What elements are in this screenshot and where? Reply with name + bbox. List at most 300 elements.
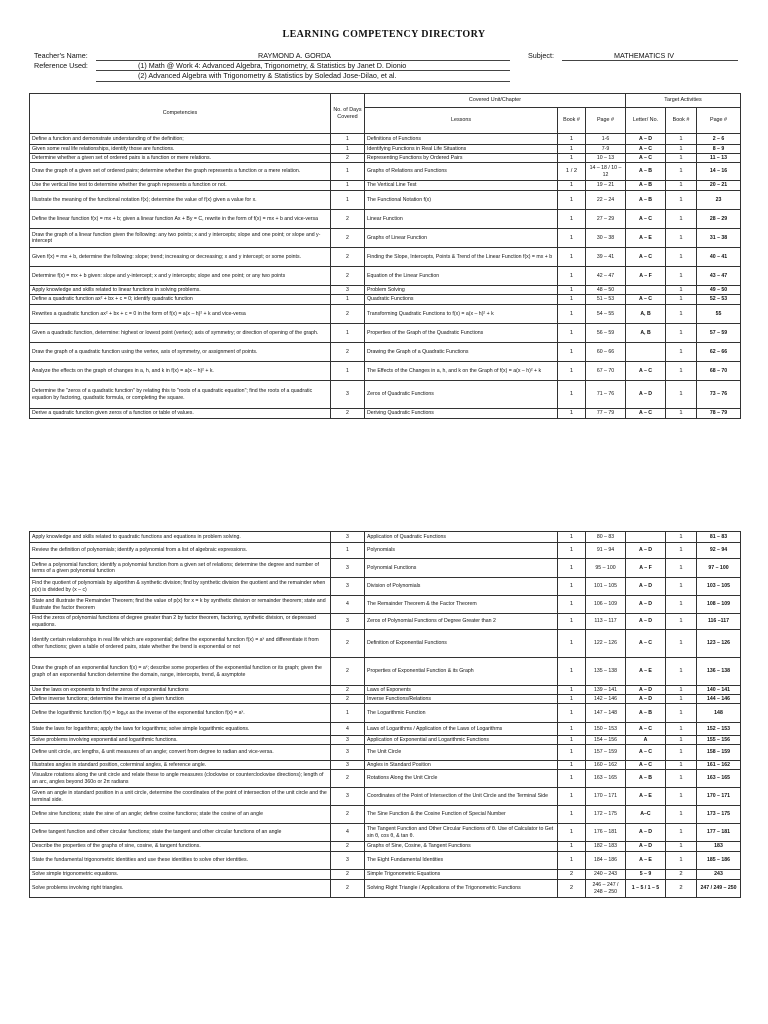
book-cell: 1 [558, 248, 586, 267]
lesson-cell: Finding the Slope, Intercepts, Points & Trend of the Linear Function f(x) = mx + b [365, 248, 558, 267]
competency-cell: Find the zeros of polynomial functions of degree greater than 2 by factor theorem, factoring, synthetic division, or depressed equations. [30, 614, 331, 630]
page-cell: 142 – 146 [586, 695, 626, 704]
letter-cell: A – B [626, 163, 666, 181]
lesson-cell: Representing Functions by Ordered Pairs [365, 154, 558, 163]
book-cell: 1 [558, 154, 586, 163]
target-book-cell: 1 [666, 324, 697, 343]
page-cell: 147 – 148 [586, 704, 626, 723]
page-cell: 182 – 183 [586, 842, 626, 852]
book-cell: 1 [558, 736, 586, 745]
lesson-cell: Zeros of Quadratic Functions [365, 381, 558, 409]
book-cell: 1 [558, 543, 586, 559]
competency-cell: Derive a quadratic function given zeros of a function or table of values. [30, 409, 331, 419]
book-cell: 1 [558, 695, 586, 704]
letter-cell: A – C [626, 248, 666, 267]
competency-cell: Define tangent function and other circular functions; state the tangent and other circular functions of an angle [30, 824, 331, 842]
target-page-cell: 116 –117 [697, 614, 741, 630]
page-cell: 157 – 159 [586, 745, 626, 761]
table-row [30, 134, 741, 145]
page-cell: 106 – 109 [586, 596, 626, 614]
days-cell: 1 [331, 324, 365, 343]
target-page-cell: 73 – 76 [697, 381, 741, 409]
competency-cell: Visualize rotations along the unit circle and relate these to angle measures (clockwise or counterclockwise directions); length of an arc, angles beyond 360o or 2π radians [30, 770, 331, 788]
competency-cell: Review the definition of polynomials; identify a polynomial from a list of algebraic expressions. [30, 543, 331, 559]
book-cell: 1 [558, 286, 586, 295]
page-cell: 77 – 79 [586, 409, 626, 419]
days-cell: 3 [331, 614, 365, 630]
lesson-cell: The Effects of the Changes in a, h, and k on the Graph of f(x) = a(x – h)² + k [365, 362, 558, 381]
page-cell: 48 – 50 [586, 286, 626, 295]
page-cell: 7-9 [586, 145, 626, 154]
book-cell: 1 [558, 704, 586, 723]
table-row [30, 723, 741, 736]
days-cell: 2 [331, 870, 365, 880]
page-cell: 14 – 18 / 10 – 12 [586, 163, 626, 181]
days-cell: 2 [331, 806, 365, 824]
table-row [30, 248, 741, 267]
header-book-2: Book # [666, 108, 697, 134]
target-page-cell: 140 – 141 [697, 686, 741, 695]
target-book-cell: 1 [666, 686, 697, 695]
table-row [30, 824, 741, 842]
book-cell: 1 [558, 852, 586, 870]
target-book-cell: 1 [666, 163, 697, 181]
table-row [30, 745, 741, 761]
target-book-cell: 1 [666, 630, 697, 658]
page-cell: 170 – 171 [586, 788, 626, 806]
table-row [30, 229, 741, 248]
days-cell: 1 [331, 362, 365, 381]
days-cell: 3 [331, 381, 365, 409]
days-cell: 3 [331, 532, 365, 543]
page-cell: 163 – 165 [586, 770, 626, 788]
table-row [30, 761, 741, 770]
competency-cell: Given some real life relationships, identify those are functions. [30, 145, 331, 154]
letter-cell: A – D [626, 614, 666, 630]
target-page-cell: 28 – 29 [697, 210, 741, 229]
target-book-cell: 1 [666, 248, 697, 267]
page-cell: 184 – 186 [586, 852, 626, 870]
competency-cell: Find the quotient of polynomials by algorithm & synthetic division; find by synthetic division the quotient and the remainder when p(x) is divided by (x – c) [30, 578, 331, 596]
letter-cell: A – D [626, 686, 666, 695]
book-cell: 1 [558, 761, 586, 770]
page-cell: 56 – 59 [586, 324, 626, 343]
table-row [30, 704, 741, 723]
lesson-cell: Solving Right Triangle / Applications of the Trigonometric Functions [365, 880, 558, 898]
competency-cell: Draw the graph of a given set of ordered pairs; determine whether the graph represents a function or a mere relation. [30, 163, 331, 181]
days-cell: 2 [331, 880, 365, 898]
letter-cell: A – D [626, 596, 666, 614]
target-page-cell: 97 – 100 [697, 559, 741, 578]
letter-cell: A – B [626, 704, 666, 723]
competency-cell: Use the vertical line test to determine whether the graph represents a function or not. [30, 181, 331, 191]
page-cell: 80 – 83 [586, 532, 626, 543]
page-cell: 150 – 153 [586, 723, 626, 736]
lesson-cell: Identifying Functions in Real Life Situations [365, 145, 558, 154]
competency-cell: Given f(x) = mx + b, determine the following: slope; trend; increasing or decreasing; x and y intercept; or some points. [30, 248, 331, 267]
book-cell: 1 [558, 134, 586, 145]
lesson-cell: Properties of Exponential Function & its Graph [365, 658, 558, 686]
table-row [30, 880, 741, 898]
target-book-cell: 1 [666, 286, 697, 295]
book-cell: 1 [558, 324, 586, 343]
lesson-cell: Quadratic Functions [365, 295, 558, 305]
competency-cell: Define a polynomial function; identify a polynomial function from a given set of relations; determine the degree and number of terms of a given polynomial function [30, 559, 331, 578]
book-cell: 2 [558, 880, 586, 898]
table-row [30, 191, 741, 210]
days-cell: 2 [331, 343, 365, 362]
letter-cell: A – C [626, 210, 666, 229]
days-cell: 2 [331, 154, 365, 163]
letter-cell: A [626, 736, 666, 745]
table-row [30, 770, 741, 788]
table-row [30, 267, 741, 286]
lesson-cell: Polynomials [365, 543, 558, 559]
letter-cell: A – F [626, 267, 666, 286]
target-book-cell: 1 [666, 559, 697, 578]
page-cell: 176 – 181 [586, 824, 626, 842]
page-cell: 160 – 162 [586, 761, 626, 770]
target-page-cell: 247 / 249 – 250 [697, 880, 741, 898]
letter-cell: A – C [626, 154, 666, 163]
lesson-cell: Definitions of Functions [365, 134, 558, 145]
reference-label: Reference Used: [34, 61, 88, 70]
lesson-cell: Angles in Standard Position [365, 761, 558, 770]
lesson-cell: Coordinates of the Point of Intersection of the Unit Circle and the Terminal Side [365, 788, 558, 806]
letter-cell: A, B [626, 305, 666, 324]
table-row [30, 870, 741, 880]
target-book-cell: 1 [666, 842, 697, 852]
page-cell: 240 – 243 [586, 870, 626, 880]
target-book-cell: 1 [666, 723, 697, 736]
book-cell: 1 [558, 191, 586, 210]
target-book-cell: 1 [666, 181, 697, 191]
target-page-cell: 161 – 162 [697, 761, 741, 770]
lesson-cell: Graphs of Sine, Cosine, & Tangent Functions [365, 842, 558, 852]
table-row [30, 181, 741, 191]
lesson-cell: Equation of the Linear Function [365, 267, 558, 286]
lesson-cell: Division of Polynomials [365, 578, 558, 596]
table-row [30, 324, 741, 343]
table-row [30, 343, 741, 362]
lesson-cell: The Tangent Function and Other Circular Functions of θ. Use of Calculator to Get sin θ, cos θ, & tan θ. [365, 824, 558, 842]
lesson-cell: Zeros of Polynomial Functions of Degree Greater than 2 [365, 614, 558, 630]
competency-cell: Define inverse functions; determine the inverse of a given function [30, 695, 331, 704]
letter-cell: A – D [626, 134, 666, 145]
letter-cell: A, B [626, 324, 666, 343]
letter-cell: A – D [626, 578, 666, 596]
lesson-cell: Inverse Functions/Relations [365, 695, 558, 704]
target-page-cell: 163 – 165 [697, 770, 741, 788]
lesson-cell: Graphs of Relations and Functions [365, 163, 558, 181]
target-page-cell: 23 [697, 191, 741, 210]
competency-cell: Define unit circle, arc lengths, & unit measures of an angle; convert from degree to radian and vice-versa. [30, 745, 331, 761]
book-cell: 1 [558, 578, 586, 596]
page-cell: 172 – 175 [586, 806, 626, 824]
target-page-cell: 11 – 13 [697, 154, 741, 163]
target-book-cell: 1 [666, 295, 697, 305]
competency-cell: Define the linear function f(x) = mx + b; given a linear function Ax + By = C, rewrite in the form of f(x) = mx + b and vice-versa [30, 210, 331, 229]
days-cell: 1 [331, 134, 365, 145]
lesson-cell: Application of Quadratic Functions [365, 532, 558, 543]
header-target: Target Activities [626, 94, 741, 108]
lesson-cell: Laws of Exponents [365, 686, 558, 695]
days-cell: 1 [331, 295, 365, 305]
letter-cell: A – C [626, 761, 666, 770]
header-lessons: Lessons [365, 108, 558, 134]
page-cell: 42 – 47 [586, 267, 626, 286]
lesson-cell: Simple Trigonometric Equations [365, 870, 558, 880]
target-page-cell: 148 [697, 704, 741, 723]
book-cell: 1 [558, 824, 586, 842]
target-page-cell: 108 – 109 [697, 596, 741, 614]
days-cell: 1 [331, 145, 365, 154]
book-cell: 1 [558, 145, 586, 154]
page-cell: 19 – 21 [586, 181, 626, 191]
days-cell: 4 [331, 824, 365, 842]
letter-cell: A – D [626, 695, 666, 704]
table-row [30, 295, 741, 305]
target-page-cell: 81 – 83 [697, 532, 741, 543]
lesson-cell: Laws of Logarithms / Application of the Laws of Logarithms [365, 723, 558, 736]
letter-cell: A – E [626, 229, 666, 248]
table-row [30, 658, 741, 686]
book-cell: 1 [558, 806, 586, 824]
book-cell: 2 [558, 870, 586, 880]
target-page-cell: 78 – 79 [697, 409, 741, 419]
competency-table-1 [29, 93, 741, 419]
header-letter: Letter/ No. [626, 108, 666, 134]
days-cell: 2 [331, 842, 365, 852]
book-cell: 1 [558, 381, 586, 409]
header-book: Book # [558, 108, 586, 134]
days-cell: 3 [331, 559, 365, 578]
page-cell: 51 – 53 [586, 295, 626, 305]
table-row [30, 788, 741, 806]
competency-cell: Draw the graph of a linear function given the following: any two points; x and y intercepts; slope and one point; or slope and y-intercept [30, 229, 331, 248]
days-cell: 2 [331, 770, 365, 788]
target-book-cell: 1 [666, 343, 697, 362]
days-cell: 1 [331, 181, 365, 191]
lesson-cell: Properties of the Graph of the Quadratic Functions [365, 324, 558, 343]
competency-cell: Illustrate the meaning of the functional notation f(x); determine the value of f(x) given a value for x. [30, 191, 331, 210]
target-book-cell: 1 [666, 305, 697, 324]
book-cell: 1 [558, 343, 586, 362]
target-page-cell: 52 – 53 [697, 295, 741, 305]
lesson-cell: The Sine Function & the Cosine Function of Special Number [365, 806, 558, 824]
reference-2-underline [96, 81, 510, 82]
target-page-cell: 43 – 47 [697, 267, 741, 286]
days-cell: 2 [331, 658, 365, 686]
lesson-cell: The Remainder Theorem & the Factor Theorem [365, 596, 558, 614]
book-cell: 1 [558, 630, 586, 658]
target-page-cell: 14 – 16 [697, 163, 741, 181]
target-book-cell: 1 [666, 532, 697, 543]
table-row [30, 532, 741, 543]
competency-cell: Rewrites a quadratic function ax² + bx + c = 0 in the form of f(x) = a(x – h)² + k and vice-versa [30, 305, 331, 324]
target-page-cell: 177 – 181 [697, 824, 741, 842]
table-row [30, 806, 741, 824]
letter-cell: A – C [626, 723, 666, 736]
competency-cell: State the fundamental trigonometric identities and use these identities to solve other identities. [30, 852, 331, 870]
target-page-cell: 68 – 70 [697, 362, 741, 381]
book-cell: 1 [558, 723, 586, 736]
book-cell: 1 [558, 842, 586, 852]
days-cell: 3 [331, 286, 365, 295]
letter-cell: 1 – 5 / 1 – 5 [626, 880, 666, 898]
book-cell: 1 [558, 686, 586, 695]
days-cell: 3 [331, 578, 365, 596]
target-page-cell: 57 – 59 [697, 324, 741, 343]
target-book-cell: 1 [666, 745, 697, 761]
table-row [30, 630, 741, 658]
header-days: No. of Days Covered [331, 94, 365, 134]
letter-cell: A – D [626, 824, 666, 842]
target-book-cell: 1 [666, 806, 697, 824]
target-book-cell: 1 [666, 761, 697, 770]
letter-cell: A – D [626, 543, 666, 559]
target-book-cell: 1 [666, 191, 697, 210]
letter-cell: A – C [626, 145, 666, 154]
competency-cell: Define a quadratic function ax² + bx + c = 0; identify quadratic function [30, 295, 331, 305]
page-cell: 122 – 126 [586, 630, 626, 658]
competency-table-2 [29, 531, 741, 898]
table-row [30, 381, 741, 409]
lesson-cell: The Vertical Line Test [365, 181, 558, 191]
book-cell: 1 [558, 409, 586, 419]
subject-value: MATHEMATICS IV [614, 51, 675, 60]
target-book-cell: 1 [666, 852, 697, 870]
lesson-cell: Graphs of Linear Function [365, 229, 558, 248]
letter-cell: A – D [626, 842, 666, 852]
target-book-cell: 1 [666, 614, 697, 630]
book-cell: 1 [558, 181, 586, 191]
page-cell: 246 – 247 / 248 – 250 [586, 880, 626, 898]
target-book-cell: 1 [666, 736, 697, 745]
lesson-cell: Drawing the Graph of a Quadratic Functions [365, 343, 558, 362]
lesson-cell: Problem Solving [365, 286, 558, 295]
table-row [30, 362, 741, 381]
letter-cell: A – E [626, 788, 666, 806]
competency-cell: Define sine functions; state the sine of an angle; define cosine functions; state the cosine of an angle [30, 806, 331, 824]
book-cell: 1 [558, 305, 586, 324]
days-cell: 3 [331, 745, 365, 761]
letter-cell: A – C [626, 362, 666, 381]
target-page-cell: 173 – 175 [697, 806, 741, 824]
target-page-cell: 123 – 126 [697, 630, 741, 658]
competency-cell: Given a quadratic function, determine: highest or lowest point (vertex); axis of symmetry; or direction of opening of the graph. [30, 324, 331, 343]
book-cell: 1 [558, 295, 586, 305]
book-cell: 1 [558, 745, 586, 761]
target-page-cell: 152 – 153 [697, 723, 741, 736]
competency-cell: Draw the graph of a quadratic function using the vertex, axis of symmetry, or assignment of points. [30, 343, 331, 362]
book-cell: 1 [558, 362, 586, 381]
target-page-cell: 136 – 138 [697, 658, 741, 686]
target-book-cell: 2 [666, 870, 697, 880]
competency-cell: Apply knowledge and skills related to linear functions in solving problems. [30, 286, 331, 295]
competency-cell: Given an angle in standard position in a unit circle, determine the coordinates of the point of intersection of the unit circle and the terminal side. [30, 788, 331, 806]
lesson-cell: Definition of Exponential Functions [365, 630, 558, 658]
target-book-cell: 2 [666, 880, 697, 898]
target-page-cell: 103 – 105 [697, 578, 741, 596]
days-cell: 1 [331, 191, 365, 210]
days-cell: 2 [331, 305, 365, 324]
target-book-cell: 1 [666, 695, 697, 704]
page-cell: 22 – 24 [586, 191, 626, 210]
table-row [30, 578, 741, 596]
table-row [30, 736, 741, 745]
reference-1: (1) Math @ Work 4: Advanced Algebra, Trigonometry, & Statistics by Janet D. Dionio [138, 61, 407, 70]
competency-cell: State and illustrate the Remainder Theorem; find the value of p(x) for x = k by synthetic division or remainder theorem; state and illustrate the factor theorem [30, 596, 331, 614]
days-cell: 1 [331, 543, 365, 559]
table-row [30, 210, 741, 229]
table-row [30, 286, 741, 295]
letter-cell: A – C [626, 409, 666, 419]
target-book-cell: 1 [666, 267, 697, 286]
target-page-cell: 170 – 171 [697, 788, 741, 806]
book-cell: 1 [558, 267, 586, 286]
competency-cell: Analyze the effects on the graph of changes in a, h, and k in f(x) = a(x – h)² + k. [30, 362, 331, 381]
page-cell: 10 – 13 [586, 154, 626, 163]
days-cell: 2 [331, 630, 365, 658]
letter-cell: A – D [626, 381, 666, 409]
days-cell: 2 [331, 409, 365, 419]
target-book-cell: 1 [666, 229, 697, 248]
days-cell: 1 [331, 163, 365, 181]
page-cell: 135 – 138 [586, 658, 626, 686]
table-row [30, 614, 741, 630]
competency-cell: Illustrates angles in standard position, coterminal angles, & reference angle. [30, 761, 331, 770]
table-row [30, 154, 741, 163]
days-cell: 3 [331, 788, 365, 806]
letter-cell: A – F [626, 559, 666, 578]
competency-cell: Solve problems involving right triangles. [30, 880, 331, 898]
lesson-cell: Deriving Quadratic Functions [365, 409, 558, 419]
letter-cell: A – C [626, 630, 666, 658]
page-cell: 91 – 94 [586, 543, 626, 559]
target-page-cell: 144 – 146 [697, 695, 741, 704]
page-cell: 60 – 66 [586, 343, 626, 362]
target-page-cell: 155 – 156 [697, 736, 741, 745]
page-cell: 30 – 38 [586, 229, 626, 248]
book-cell: 1 [558, 532, 586, 543]
book-cell: 1 [558, 788, 586, 806]
target-book-cell: 1 [666, 824, 697, 842]
target-page-cell: 55 [697, 305, 741, 324]
table-row [30, 145, 741, 154]
target-page-cell: 40 – 41 [697, 248, 741, 267]
target-page-cell: 185 – 186 [697, 852, 741, 870]
page-cell: 67 – 70 [586, 362, 626, 381]
target-page-cell: 92 – 94 [697, 543, 741, 559]
days-cell: 4 [331, 723, 365, 736]
page-cell: 27 – 29 [586, 210, 626, 229]
competency-cell: Identify certain relationships in real life which are exponential; define the exponential function f(x) = aˣ and differentiate it from other functions; given a table of ordered pairs, state whether the trend is exponential or not [30, 630, 331, 658]
letter-cell: A – C [626, 745, 666, 761]
teacher-label: Teacher's Name: [34, 51, 88, 60]
book-cell: 1 [558, 229, 586, 248]
target-book-cell: 1 [666, 362, 697, 381]
lesson-cell: The Logarithmic Function [365, 704, 558, 723]
book-cell: 1 [558, 658, 586, 686]
lesson-cell: Application of Exponential and Logarithmic Functions [365, 736, 558, 745]
target-book-cell: 1 [666, 543, 697, 559]
days-cell: 3 [331, 852, 365, 870]
subject-label: Subject: [528, 51, 554, 60]
target-book-cell: 1 [666, 578, 697, 596]
lesson-cell: The Unit Circle [365, 745, 558, 761]
lesson-cell: Linear Function [365, 210, 558, 229]
